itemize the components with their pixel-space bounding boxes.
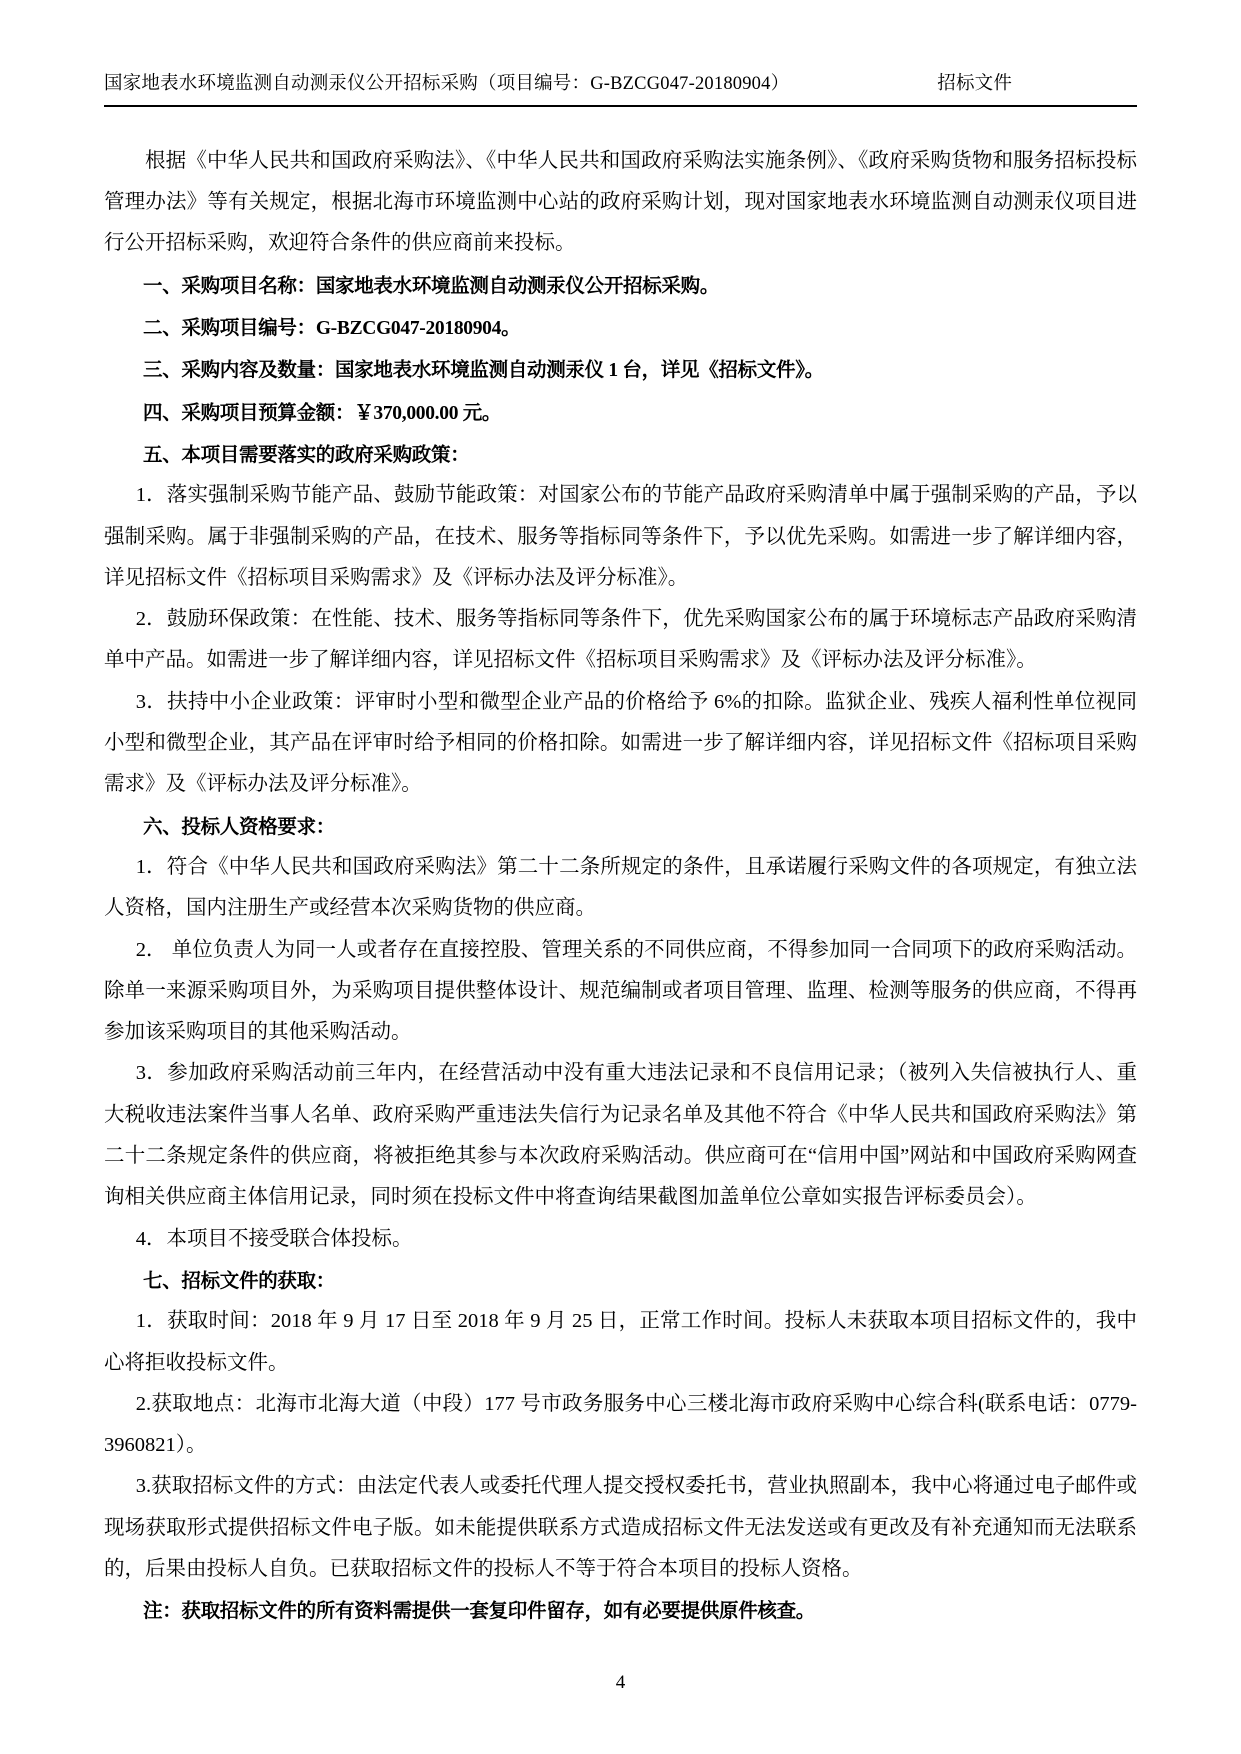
final-note: 注：获取招标文件的所有资料需提供一套复印件留存，如有必要提供原件核查。 [143, 1599, 816, 1623]
section-six-paragraph-4: 4．本项目不接受联合体投标。 [135, 1227, 413, 1250]
document-body [104, 141, 1137, 1632]
item-1-value: 国家地表水环境监测自动测汞仪公开招标采购。 [315, 275, 720, 297]
section-five-paragraph-1: 1．落实强制采购节能产品、鼓励节能政策：对国家公布的节能产品政府采购清单中属于强制采购的产品，予以强制采购。属于非强制采购的产品，在技术、服务等指标同等条件下，予以优先采购。如需进一步了解详细内容，详见招标文件《招标项目采购需求》及《评标办法及评分标准》。 [104, 484, 1137, 589]
item-3-label: 三、采购内容及数量 [143, 358, 316, 382]
section-seven-paragraph-2: 2.获取地点：北海市北海大道（中段）177 号市政务服务中心三楼北海市政府采购中心综合科(联系电话：0779-3960821）。 [104, 1392, 1137, 1457]
section-six-paragraph-3: 3．参加政府采购活动前三年内，在经营活动中没有重大违法记录和不良信用记录；（被列入失信被执行人、重大税收违法案件当事人名单、政府采购严重违法失信行为记录名单及其他不符合《中华人民共和国政府采购法》第二十二条规定条件的供应商，将被拒绝其参与本次政府采购活动。供应商可在“信用中国”网站和中国政府采购网查询相关供应商主体信用记录，同时须在投标文件中将查询结果截图加盖单位公章如实报告评标委员会）。 [104, 1062, 1137, 1209]
item-4-label: 四、采购项目预算金额： [143, 400, 355, 424]
section-seven-heading: 七、招标文件的获取： [143, 1268, 336, 1292]
page-number: 4 [615, 1672, 626, 1693]
item-4-budget [104, 392, 1137, 434]
section-seven-paragraph-1: 1．获取时间：2018 年 9 月 17 日至 2018 年 9 月 25 日，正常工作时间。投标人未获取本项目招标文件的，我中心将拒收投标文件。 [104, 1310, 1137, 1374]
intro-paragraph: 根据《中华人民共和国政府采购法》、《中华人民共和国政府采购法实施条例》、《政府采购货物和服务招标投标管理办法》等有关规定，根据北海市环境监测中心站的政府采购计划，现对国家地表水环境监测自动测汞仪项目进行公开招标采购，欢迎符合条件的供应商前来投标。 [104, 149, 1137, 255]
item-2-value: G-BZCG047-20180904。 [315, 318, 521, 340]
section-six-paragraph-1: 1．符合《中华人民共和国政府采购法》第二十二条所规定的条件，且承诺履行采购文件的各项规定，有独立法人资格，国内注册生产或经营本次采购货物的供应商。 [104, 855, 1137, 920]
item-2-number [104, 307, 1137, 349]
page-header [104, 72, 1137, 107]
section-five-paragraph-3: 3．扶持中小企业政策：评审时小型和微型企业产品的价格给予 6%的扣除。监狱企业、残疾人福利性单位视同小型和微型企业，其产品在评审时给予相同的价格扣除。如需进一步了解详细内容，详见招标文件《招标项目采购需求》及《评标办法及评分标准》。 [104, 690, 1137, 796]
item-3-content [104, 349, 1137, 391]
item-1-name [104, 265, 1137, 307]
item-4-value: ￥370,000.00 元。 [354, 402, 502, 424]
section-five-heading: 五、本项目需要落实的政府采购政策： [143, 442, 470, 466]
section-five-paragraph-2: 2．鼓励环保政策：在性能、技术、服务等指标同等条件下，优先采购国家公布的属于环境标志产品政府采购清单中产品。如需进一步了解详细内容，详见招标文件《招标项目采购需求》及《评标办法及评分标准》。 [104, 608, 1137, 672]
header-doc-type: 招标文件 [937, 74, 1013, 94]
section-seven-paragraph-3: 3.获取招标文件的方式：由法定代表人或委托代理人提交授权委托书，营业执照副本，我中心将通过电子邮件或现场获取形式提供招标文件电子版。如未能提供联系方式造成招标文件无法发送或有更改及有补充通知而无法联系的，后果由投标人自负。已获取招标文件的投标人不等于符合本项目的投标人资格。 [104, 1475, 1137, 1580]
header-title: 国家地表水环境监测自动测汞仪公开招标采购（项目编号：G-BZCG047-20180904） [104, 74, 790, 94]
item-2-label: 二、采购项目编号： [143, 316, 316, 340]
section-six-heading: 六、投标人资格要求： [143, 814, 336, 838]
section-six-paragraph-2: 2． 单位负责人为同一人或者存在直接控股、管理关系的不同供应商，不得参加同一合同项下的政府采购活动。除单一来源采购项目外，为采购项目提供整体设计、规范编制或者项目管理、监理、检测等服务的供应商，不得再参加该采购项目的其他采购活动。 [104, 938, 1137, 1044]
item-3-value: ：国家地表水环境监测自动测汞仪 1 台，详见《招标文件》。 [315, 360, 824, 382]
item-1-label: 一、采购项目名称： [143, 273, 316, 297]
